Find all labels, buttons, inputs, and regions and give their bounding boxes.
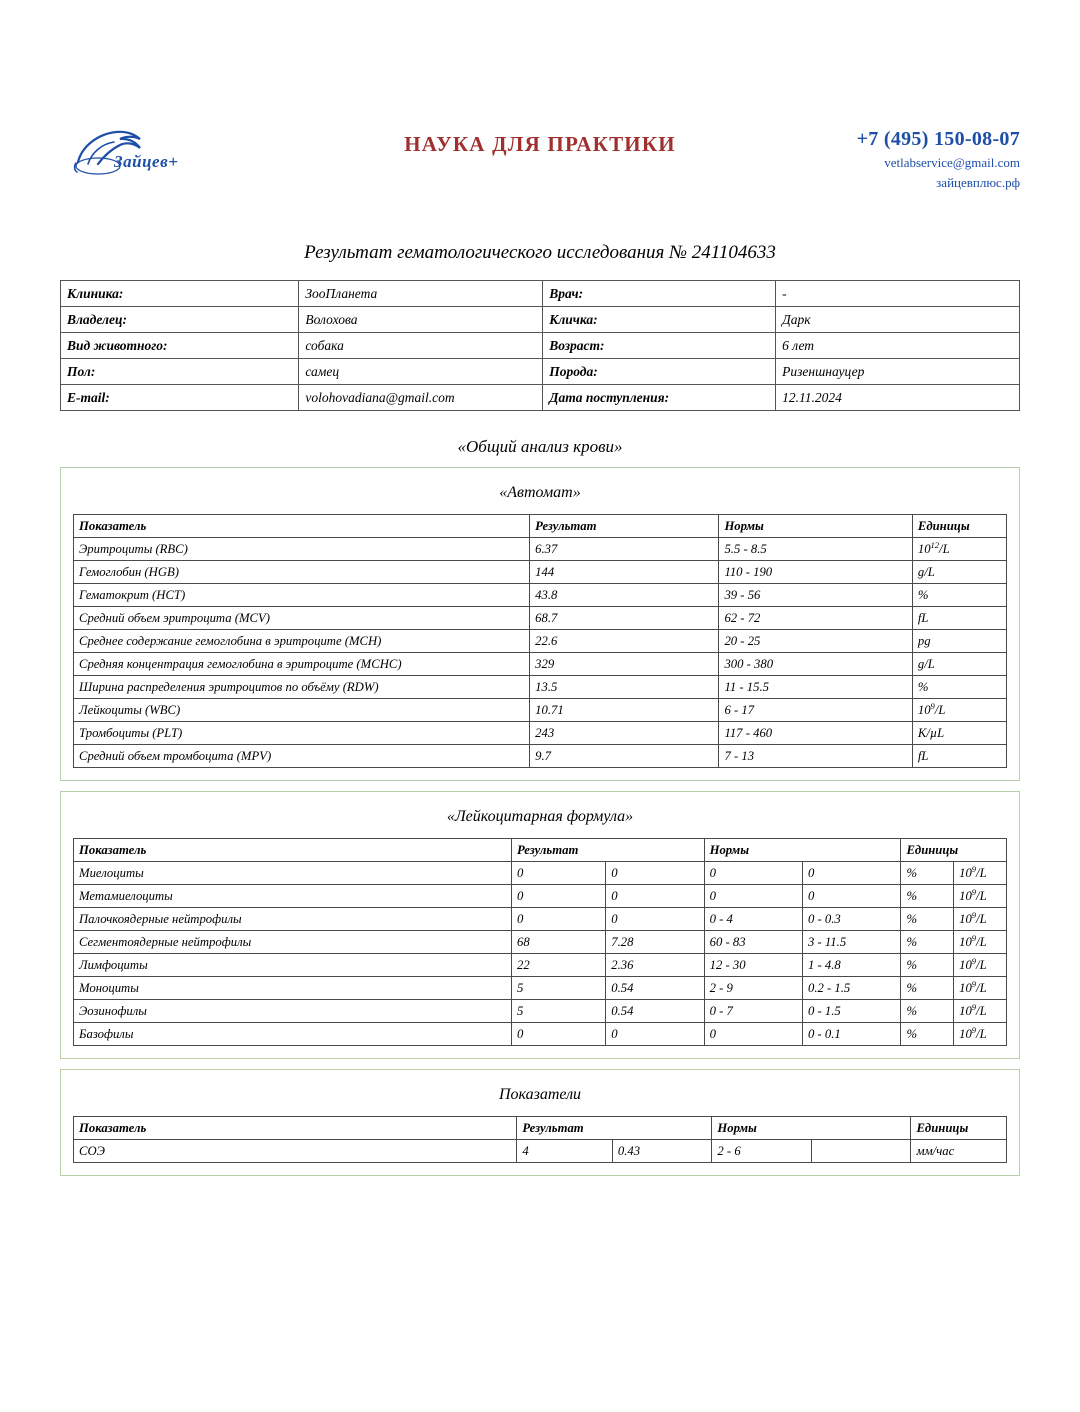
parameter-name: Гемоглобин (HGB) [74,561,530,584]
table-row [74,1023,1007,1046]
info-value: самец [299,359,543,385]
table-row [74,607,1007,630]
parameter-unit-percent: % [901,977,954,1000]
parameter-unit-absolute: $10^9/L$ [954,977,1007,1000]
parameter-norm-absolute: 0 [802,862,900,885]
parameter-name: Тромбоциты (PLT) [74,722,530,745]
table-header-row [74,515,1007,538]
parameter-norm-absolute: 0 - 0.3 [802,908,900,931]
parameter-name: Средний объем эритроцита (MCV) [74,607,530,630]
parameter-unit: % [912,676,1006,699]
parameter-unit-percent: % [901,885,954,908]
info-value: Ризеншнауцер [776,359,1020,385]
info-label: Вид животного: [61,333,299,359]
column-header-unit: Единицы [901,839,1007,862]
parameter-name: Гематокрит (HCT) [74,584,530,607]
parameter-name: Сегментоядерные нейтрофилы [74,931,512,954]
info-label: Дата поступления: [543,385,776,411]
website-link[interactable]: зайцевплюс.рф [936,175,1020,190]
parameter-unit: pg [912,630,1006,653]
parameter-result-percent: 0 [512,862,606,885]
parameter-name: Средняя концентрация гемоглобина в эритроците (MCHC) [74,653,530,676]
parameter-name: Эритроциты (RBC) [74,538,530,561]
column-header-result: Результат [512,839,705,862]
parameter-name: Среднее содержание гемоглобина в эритроците (MCH) [74,630,530,653]
info-value: 12.11.2024 [776,385,1020,411]
parameter-name: Базофилы [74,1023,512,1046]
parameter-norm-percent: 12 - 30 [704,954,802,977]
parameter-norm-percent: 0 [704,885,802,908]
parameter-result: 9.7 [530,745,719,768]
info-label: Врач: [543,281,776,307]
table-row [74,1140,1007,1163]
parameter-norm: 5.5 - 8.5 [719,538,912,561]
parameter-norm-secondary [811,1140,911,1163]
parameter-unit-percent: % [901,1000,954,1023]
panel-title-automat: «Автомат» [499,484,581,501]
parameter-unit-absolute: $10^9/L$ [954,1000,1007,1023]
info-value: - [776,281,1020,307]
phone-number: +7 (495) 150-08-07 [856,128,1020,150]
table-row [74,954,1007,977]
table-row [74,885,1007,908]
parameter-norm: 39 - 56 [719,584,912,607]
panel-title-leukocyte-formula: «Лейкоцитарная формула» [446,808,634,825]
parameter-norm-percent: 0 [704,1023,802,1046]
parameter-norm-percent: 0 - 7 [704,1000,802,1023]
parameter-name: Ширина распределения эритроцитов по объёму (RDW) [74,676,530,699]
parameter-unit: K/µL [912,722,1006,745]
info-value: 6 лет [776,333,1020,359]
parameter-norm-absolute: 0.2 - 1.5 [802,977,900,1000]
table-row [61,359,1020,385]
parameter-result-percent: 5 [512,1000,606,1023]
parameter-name: Лимфоциты [74,954,512,977]
parameter-norm: 300 - 380 [719,653,912,676]
panel-automat [60,467,1020,781]
info-value: volohovadiana@gmail.com [299,385,543,411]
parameter-unit-percent: % [901,908,954,931]
parameter-result-percent: 22 [512,954,606,977]
parameter-result-percent: 0 [512,1023,606,1046]
parameter-unit: g/L [912,561,1006,584]
document-header [60,120,1020,220]
parameter-norm-percent: 0 - 4 [704,908,802,931]
parameter-result: 68.7 [530,607,719,630]
parameter-unit: % [912,584,1006,607]
parameter-norm: 6 - 17 [719,699,912,722]
parameter-result: 243 [530,722,719,745]
column-header-unit: Единицы [911,1117,1007,1140]
parameter-unit: $10^{12}/L$ [912,538,1006,561]
table-row [74,1000,1007,1023]
parameter-result-absolute: 7.28 [606,931,704,954]
parameter-result-absolute: 0 [606,885,704,908]
parameter-result-absolute: 0 [606,862,704,885]
parameter-norm-absolute: 0 - 1.5 [802,1000,900,1023]
info-value: Волохова [299,307,543,333]
parameter-norm-absolute: 3 - 11.5 [802,931,900,954]
column-header-result: Результат [517,1117,712,1140]
parameter-norm-absolute: 0 [802,885,900,908]
column-header-unit: Единицы [912,515,1006,538]
parameter-norm-percent: 2 - 9 [704,977,802,1000]
parameter-unit-absolute: $10^9/L$ [954,862,1007,885]
parameter-unit-absolute: $10^9/L$ [954,931,1007,954]
parameter-result-primary: 4 [517,1140,613,1163]
parameter-result: 13.5 [530,676,719,699]
column-header-name: Показатель [74,1117,517,1140]
table-row [74,931,1007,954]
info-label: Возраст: [543,333,776,359]
table-row [74,584,1007,607]
table-row [74,538,1007,561]
parameter-result-absolute: 2.36 [606,954,704,977]
table-row [74,561,1007,584]
parameter-unit-percent: % [901,931,954,954]
parameter-norm-primary: 2 - 6 [712,1140,812,1163]
parameter-result-percent: 68 [512,931,606,954]
parameter-name: Моноциты [74,977,512,1000]
parameter-result-percent: 0 [512,908,606,931]
table-row [61,307,1020,333]
parameter-unit-percent: % [901,954,954,977]
parameter-result: 144 [530,561,719,584]
parameter-name: СОЭ [74,1140,517,1163]
parameter-norm-percent: 0 [704,862,802,885]
column-header-norm: Нормы [704,839,901,862]
table-row [74,676,1007,699]
info-label: Клиника: [61,281,299,307]
section-title-blood-analysis: «Общий анализ крови» [457,437,623,456]
info-value: ЗооПланета [299,281,543,307]
parameter-name: Метамиелоциты [74,885,512,908]
panel-title-indicators: Показатели [498,1086,582,1103]
parameter-result-absolute: 0.54 [606,1000,704,1023]
patient-info-table [60,280,1020,411]
parameter-result-absolute: 0.54 [606,977,704,1000]
parameter-unit: мм/час [911,1140,1007,1163]
info-value: Дарк [776,307,1020,333]
table-row [61,333,1020,359]
table-header-row [74,839,1007,862]
email-link[interactable]: vetlabservice@gmail.com [884,155,1020,170]
column-header-norm: Нормы [712,1117,911,1140]
parameter-norm-absolute: 1 - 4.8 [802,954,900,977]
info-label: Пол: [61,359,299,385]
table-row [74,699,1007,722]
parameter-result-secondary: 0.43 [612,1140,712,1163]
parameter-unit-percent: % [901,862,954,885]
table-row [61,281,1020,307]
parameter-unit: $10^9/L$ [912,699,1006,722]
parameter-name: Лейкоциты (WBC) [74,699,530,722]
parameter-result: 43.8 [530,584,719,607]
table-row [74,653,1007,676]
parameter-result-absolute: 0 [606,1023,704,1046]
logo-text: Зайцев+ [114,152,179,171]
parameter-norm: 62 - 72 [719,607,912,630]
parameter-unit-absolute: $10^9/L$ [954,885,1007,908]
info-value: собака [299,333,543,359]
parameter-result-percent: 5 [512,977,606,1000]
parameter-result: 6.37 [530,538,719,561]
column-header-result: Результат [530,515,719,538]
parameter-result: 329 [530,653,719,676]
parameter-result-percent: 0 [512,885,606,908]
parameter-name: Эозинофилы [74,1000,512,1023]
table-row [74,977,1007,1000]
parameter-norm: 110 - 190 [719,561,912,584]
column-header-norm: Нормы [719,515,912,538]
table-row [74,745,1007,768]
info-label: Кличка: [543,307,776,333]
parameter-unit-percent: % [901,1023,954,1046]
parameter-norm-percent: 60 - 83 [704,931,802,954]
parameter-name: Средний объем тромбоцита (MPV) [74,745,530,768]
parameter-unit: fL [912,745,1006,768]
parameter-norm: 117 - 460 [719,722,912,745]
info-label: E-mail: [61,385,299,411]
info-label: Порода: [543,359,776,385]
header-slogan: НАУКА ДЛЯ ПРАКТИКИ [404,132,676,156]
table-row [74,862,1007,885]
parameter-norm-absolute: 0 - 0.1 [802,1023,900,1046]
info-label: Владелец: [61,307,299,333]
parameter-name: Миелоциты [74,862,512,885]
parameter-unit-absolute: $10^9/L$ [954,954,1007,977]
table-row [74,630,1007,653]
parameter-name: Палочкоядерные нейтрофилы [74,908,512,931]
parameter-unit: fL [912,607,1006,630]
parameter-norm: 11 - 15.5 [719,676,912,699]
table-row [74,722,1007,745]
table-header-row [74,1117,1007,1140]
contacts-block [857,128,1020,191]
parameter-norm: 20 - 25 [719,630,912,653]
automat-table [73,514,1007,768]
parameter-norm: 7 - 13 [719,745,912,768]
document-page [0,120,1080,1412]
parameter-unit-absolute: $10^9/L$ [954,908,1007,931]
indicators-table [73,1116,1007,1163]
column-header-name: Показатель [74,839,512,862]
table-row [74,908,1007,931]
column-header-name: Показатель [74,515,530,538]
page-title: Результат гематологического исследования № 241104633 [304,242,776,263]
parameter-result-absolute: 0 [606,908,704,931]
parameter-result: 22.6 [530,630,719,653]
leukocyte-formula-table [73,838,1007,1046]
panel-leukocyte-formula [60,791,1020,1059]
panel-indicators [60,1069,1020,1176]
parameter-unit-absolute: $10^9/L$ [954,1023,1007,1046]
parameter-unit: g/L [912,653,1006,676]
parameter-result: 10.71 [530,699,719,722]
table-row [61,385,1020,411]
